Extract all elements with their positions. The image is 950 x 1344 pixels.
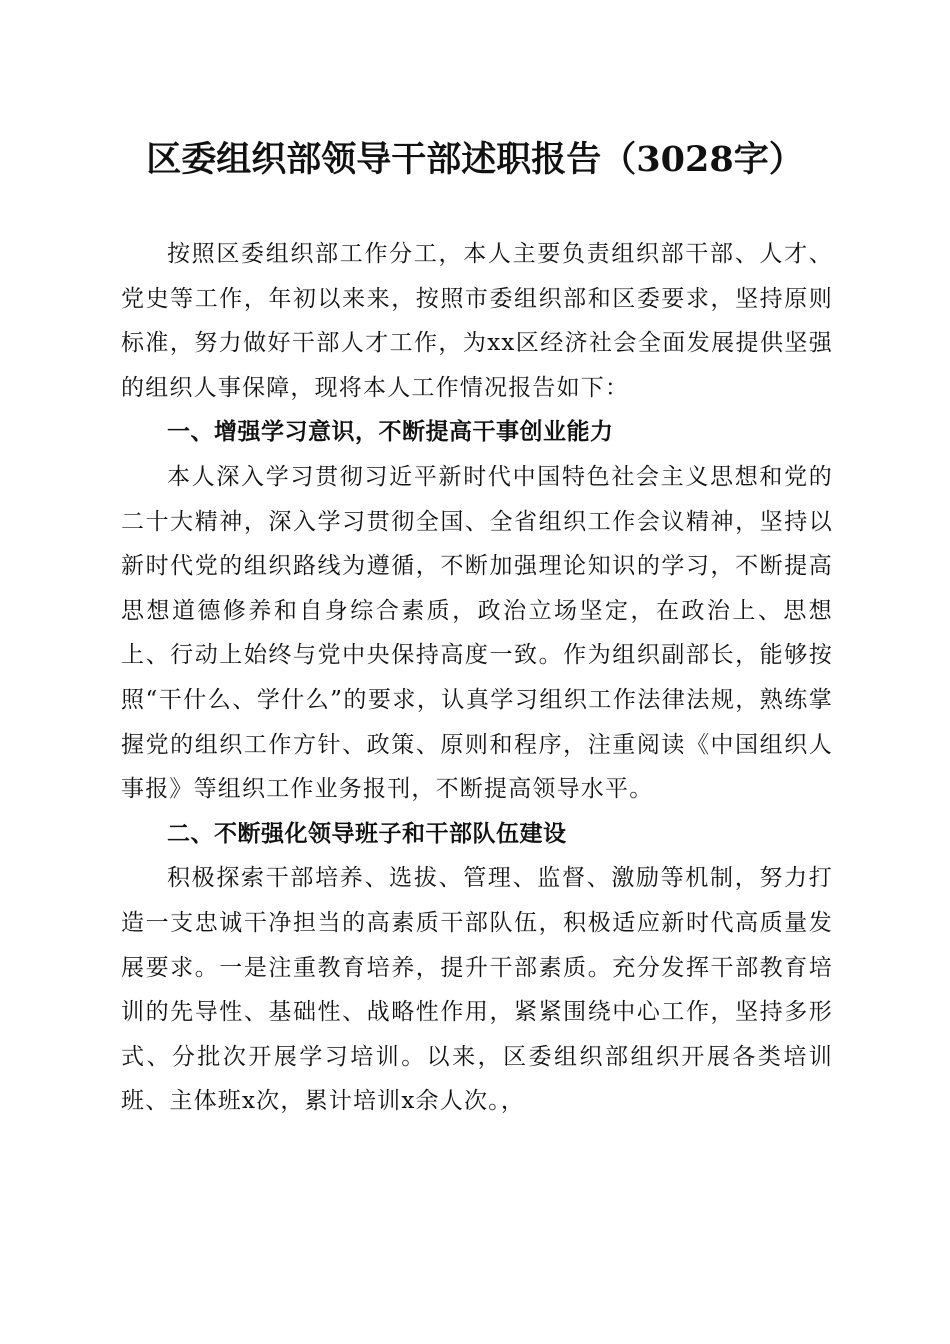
document-title: 区委组织部领导干部述职报告（3028字）	[146, 139, 804, 180]
section-heading-2: 二、不断强化领导班子和干部队伍建设	[167, 820, 567, 847]
intro-paragraph: 按照区委组织部工作分工，本人主要负责组织部干部、人才、党史等工作，年初以来来，按照市委组织部和区委要求，坚持原则标准，努力做好干部人才工作，为xx区经济社会全面发展提供坚强的组织人事保障，现将本人工作情况报告如下：	[121, 241, 833, 401]
section-1-paragraph: 本人深入学习贯彻习近平新时代中国特色社会主义思想和党的二十大精神，深入学习贯彻全国、全省组织工作会议精神，坚持以新时代党的组织路线为遵循，不断加强理论知识的学习，不断提高思想道德修养和自身综合素质，政治立场坚定，在政治上、思想上、行动上始终与党中央保持高度一致。作为组织副部长，能够按照“干什么、学什么”的要求，认真学习组织工作法律法规，熟练掌握党的组织工作方针、政策、原则和程序，注重阅读《中国组织人事报》等组织工作业务报刊，不断提高领导水平。	[121, 463, 833, 803]
section-heading-1: 一、增强学习意识，不断提高干事创业能力	[167, 419, 614, 446]
document-body	[121, 232, 833, 1124]
section-2-paragraph: 积极探索干部培养、选拔、管理、监督、激励等机制，努力打造一支忠诚干净担当的高素质干部队伍，积极适应新时代高质量发展要求。一是注重教育培养，提升干部素质。充分发挥干部教育培训的先导性、基础性、战略性作用，紧紧围绕中心工作，坚持多形式、分批次开展学习培训。以来，区委组织部组织开展各类培训班、主体班x次，累计培训x余人次。，	[121, 865, 833, 1115]
